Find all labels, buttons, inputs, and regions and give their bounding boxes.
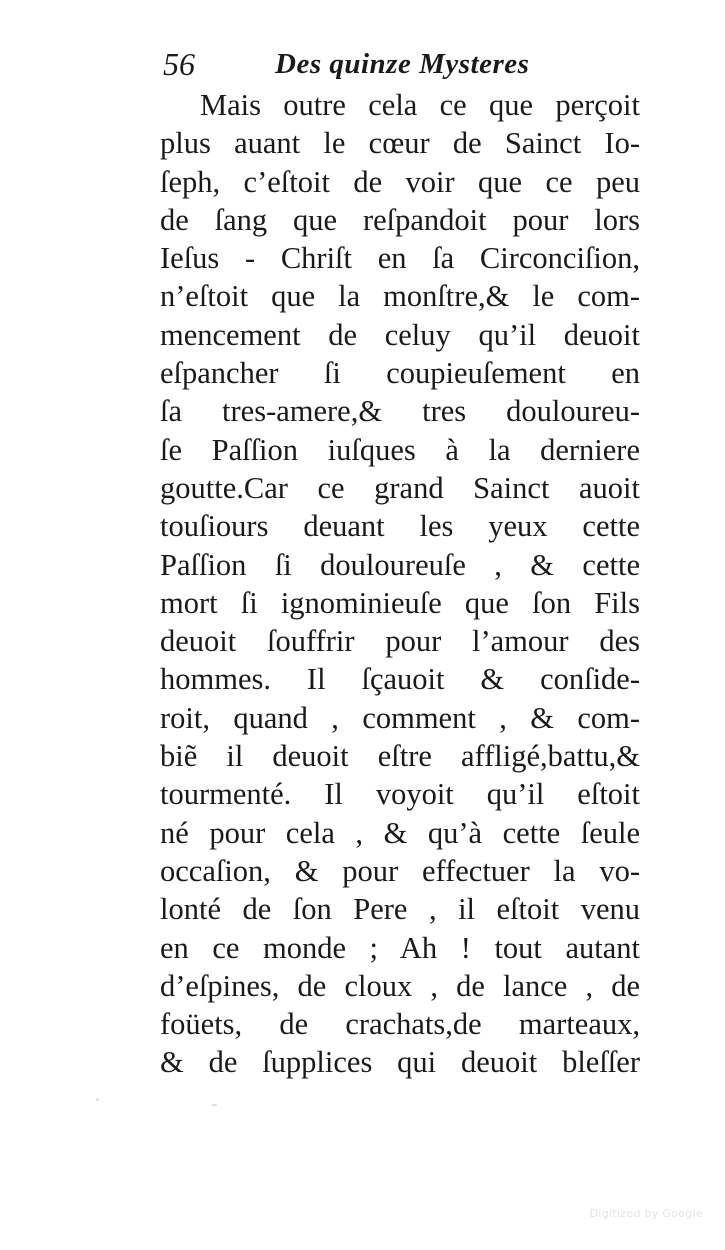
running-head [163,44,643,84]
text-line: goutte.Car ce grand Sainct auoit [160,470,640,505]
digitization-watermark: Digitized by Google [589,1207,703,1220]
text-line: en ce monde ; Ah ! tout autant [160,930,640,965]
text-line: biẽ il deuoit eſtre affligé,battu,& [160,739,640,774]
text-line: Mais outre cela ce que perçoit [200,88,640,122]
paper-speck [212,1104,217,1106]
text-line: roit, quand , comment , & com- [160,700,640,735]
text-line: occaſion, & pour effectuer la vo- [160,853,640,888]
text-line: n’eſtoit que la monſtre,& le com- [160,279,640,314]
text-line: eſpancher ſi coupieuſement en [160,356,640,391]
text-line: deuoit ſouffrir pour l’amour des [160,624,640,659]
text-line: de ſang que reſpandoit pour lors [160,202,640,237]
text-line: lonté de ſon Pere , il eſtoit venu [160,892,640,927]
text-line: & de ſupplices qui deuoit bleſſer [160,1045,640,1080]
text-line: plus auant le cœur de Sainct Io- [160,126,640,161]
text-line: Ieſus - Chriſt en ſa Circonciſion, [160,241,640,276]
text-line: touſiours deuant les yeux cette [160,509,640,544]
text-line: ſeph, c’eſtoit de voir que ce peu [160,164,640,199]
text-line: ſa tres-amere,& tres douloureu- [160,394,640,429]
body-text [160,86,640,1082]
text-line: mort ſi ignominieuſe que ſon Fils [160,585,640,620]
text-line: Paſſion ſi douloureuſe , & cette [160,547,640,582]
text-line: mencement de celuy qu’il deuoit [160,317,640,352]
paper-speck [96,1098,99,1101]
text-line: foüets, de crachats,de marteaux, [160,1007,640,1042]
text-line: hommes. Il ſçauoit & conſide- [160,662,640,697]
text-line: né pour cela , & qu’à cette ſeule [160,815,640,850]
text-line: tourmenté. Il voyoit qu’il eſtoit [160,777,640,812]
page-number: 56 [163,46,195,82]
text-line: ſe Paſſion iuſques à la derniere [160,432,640,467]
running-title: Des quinze Mysteres [275,48,530,80]
text-line: d’eſpines, de cloux , de lance , de [160,968,640,1003]
